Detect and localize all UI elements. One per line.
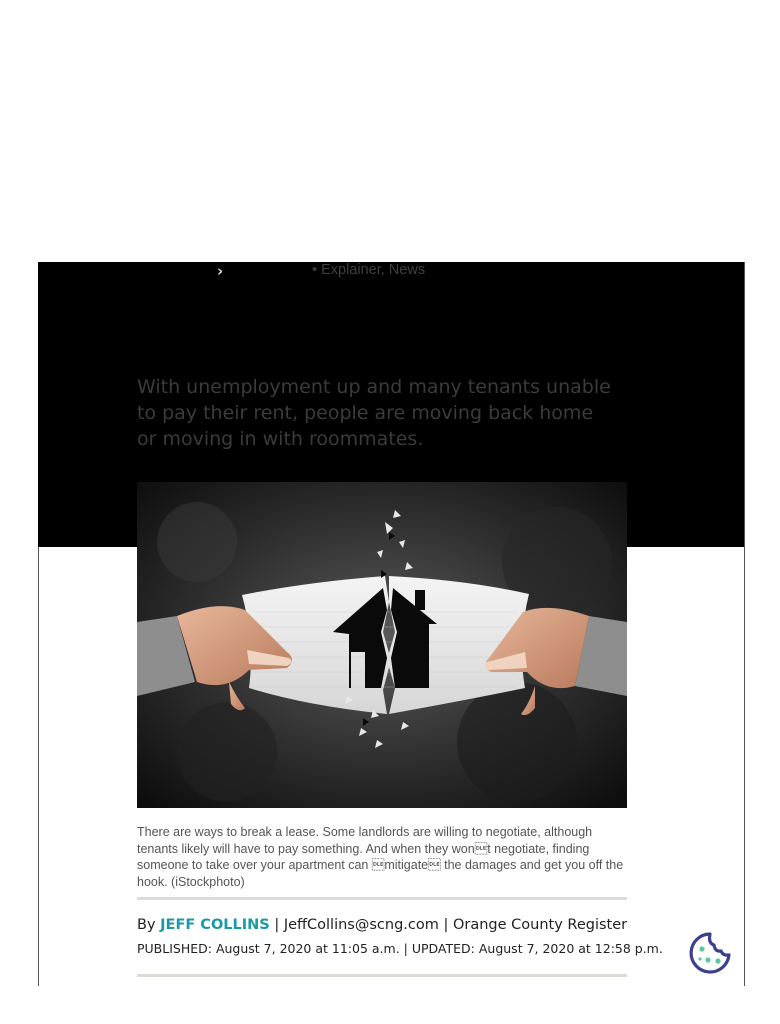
outlet-name: Orange County Register: [452, 917, 628, 933]
byline-separator: |: [443, 917, 449, 933]
byline: [137, 917, 627, 933]
byline-prefix: By: [137, 917, 156, 933]
image-caption: There are ways to break a lease. Some landlords are willing to negotiate, although tenants likely will have to pay something. And when they wont negotiate, finding someone to take over your apartment can mitigate the damages and get you off the hook. (iStockphoto): [137, 825, 624, 889]
breadcrumb-chevron-icon: ›: [217, 262, 224, 280]
divider-top: [137, 897, 627, 900]
article-subhead: With unemployment up and many tenants unable to pay their rent, people are moving back home or moving in with roommates.: [137, 376, 611, 450]
byline-separator: |: [274, 917, 280, 933]
author-link[interactable]: JEFF COLLINS: [160, 917, 270, 933]
cookie-icon: [688, 931, 732, 975]
torn-house-illustration: [137, 482, 627, 808]
divider-bottom: [137, 974, 627, 977]
hero-image[interactable]: [137, 482, 627, 808]
cookie-settings-button[interactable]: [688, 931, 732, 975]
author-email-link[interactable]: JeffCollins@scng.com: [283, 917, 439, 933]
breadcrumb-tags[interactable]: • Explainer, News: [312, 262, 426, 278]
publish-dates: PUBLISHED: August 7, 2020 at 11:05 a.m. | UPDATED: August 7, 2020 at 12:58 p.m.: [137, 941, 663, 956]
